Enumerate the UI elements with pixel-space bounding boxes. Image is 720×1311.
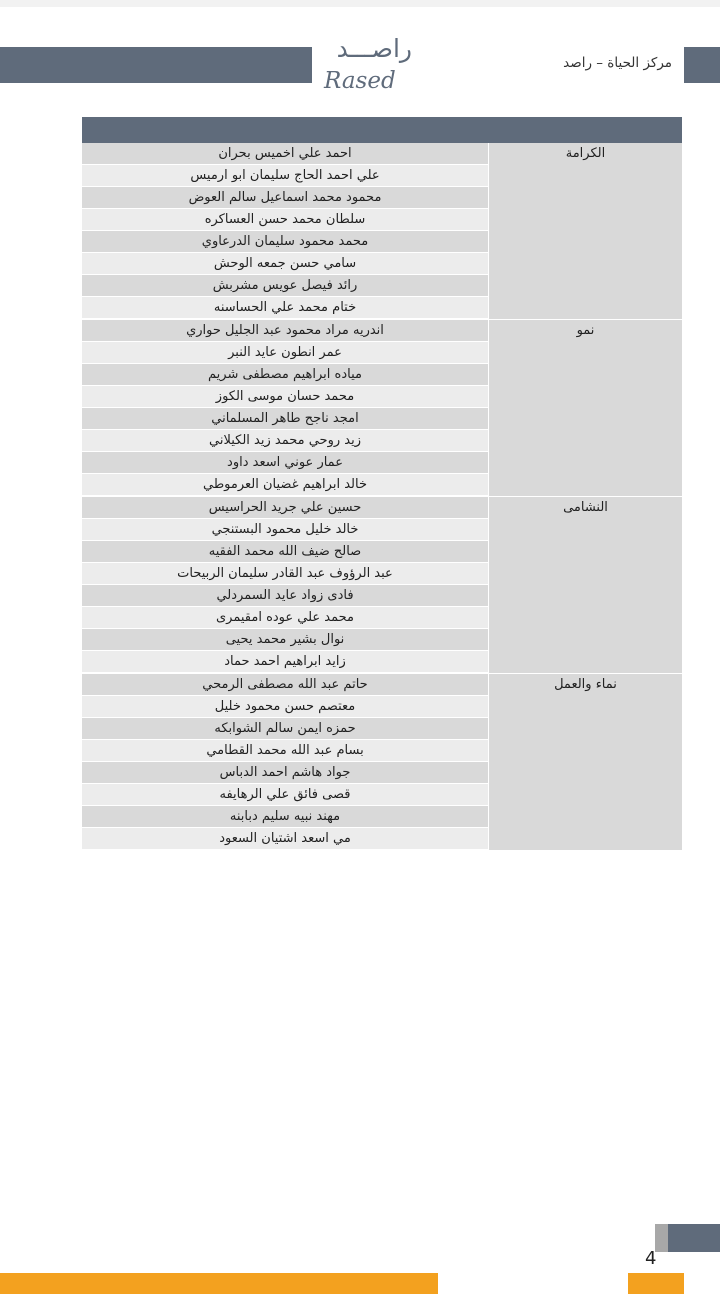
top-strip (0, 0, 720, 7)
participant-name-row: عمار عوني اسعد داود (82, 452, 488, 474)
table-header-row (82, 117, 682, 143)
center-group (82, 674, 682, 851)
center-group (82, 143, 682, 320)
page-title: مركز الحياة – راصد (563, 55, 672, 71)
names-column (82, 497, 488, 673)
rased-logo (318, 34, 418, 98)
participants-table (82, 117, 682, 851)
names-column (82, 143, 488, 319)
participant-name-row: احمد علي اخميس بحران (82, 143, 488, 165)
table-body (82, 143, 682, 851)
participant-name-row: قصى فائق علي الرهايفه (82, 784, 488, 806)
participant-name-row: مهند نبيه سليم دبابنه (82, 806, 488, 828)
participant-name-row: امجد ناجح طاهر المسلماني (82, 408, 488, 430)
footer-bar-right (628, 1273, 684, 1294)
participant-name-row: اندريه مراد محمود عبد الجليل حواري (82, 320, 488, 342)
participant-name-row: بسام عبد الله محمد القطامي (82, 740, 488, 762)
participant-name-row: محمد حسان موسى الكوز (82, 386, 488, 408)
center-group (82, 497, 682, 674)
names-column (82, 674, 488, 850)
participant-name-row: حاتم عبد الله مصطفى الرمحي (82, 674, 488, 696)
page-tab-accent (655, 1224, 668, 1252)
center-group (82, 320, 682, 497)
participant-name-row: مي اسعد اشتيان السعود (82, 828, 488, 850)
participant-name-row: معتصم حسن محمود خليل (82, 696, 488, 718)
page-number: 4 (645, 1248, 657, 1269)
participant-name-row: عبد الرؤوف عبد القادر سليمان الربيحات (82, 563, 488, 585)
participant-name-row: سلطان محمد حسن العساكره (82, 209, 488, 231)
logo-arabic-text: راصـــد (336, 34, 412, 63)
page-tab (668, 1224, 720, 1252)
logo-latin-text: Rased (324, 68, 396, 94)
header-bar-left (0, 47, 312, 83)
participant-name-row: علي احمد الحاج سليمان ابو ارميس (82, 165, 488, 187)
participant-name-row: رائد فيصل عويس مشربش (82, 275, 488, 297)
participant-name-row: خالد ابراهيم غضيان العرموطي (82, 474, 488, 496)
participant-name-row: حسين علي جريد الحراسيس (82, 497, 488, 519)
participant-name-row: محمد محمود سليمان الدرعاوي (82, 231, 488, 253)
participant-name-row: صالح ضيف الله محمد الفقيه (82, 541, 488, 563)
participant-name-row: حمزه ايمن سالم الشوابكه (82, 718, 488, 740)
participant-name-row: سامي حسن جمعه الوحش (82, 253, 488, 275)
header-bar-right (684, 47, 720, 83)
participant-name-row: عمر انطون عايد النبر (82, 342, 488, 364)
participant-name-row: زيد روحي محمد زيد الكيلاني (82, 430, 488, 452)
participant-name-row: فادى زواد عايد السمردلي (82, 585, 488, 607)
participant-name-row: محمود محمد اسماعيل سالم العوض (82, 187, 488, 209)
footer-bar-left (0, 1273, 438, 1294)
participant-name-row: محمد علي عوده امقيمرى (82, 607, 488, 629)
center-name-cell: النشامى (488, 497, 682, 673)
participant-name-row: جواد هاشم احمد الدباس (82, 762, 488, 784)
center-name-cell: الكرامة (488, 143, 682, 319)
participant-name-row: نوال بشير محمد يحيى (82, 629, 488, 651)
participant-name-row: ختام محمد علي الحساسنه (82, 297, 488, 319)
names-column (82, 320, 488, 496)
participant-name-row: خالد خليل محمود البستنجي (82, 519, 488, 541)
center-name-cell: نمو (488, 320, 682, 496)
participant-name-row: زايد ابراهيم احمد حماد (82, 651, 488, 673)
participant-name-row: مياده ابراهيم مصطفى شريم (82, 364, 488, 386)
center-name-cell: نماء والعمل (488, 674, 682, 850)
